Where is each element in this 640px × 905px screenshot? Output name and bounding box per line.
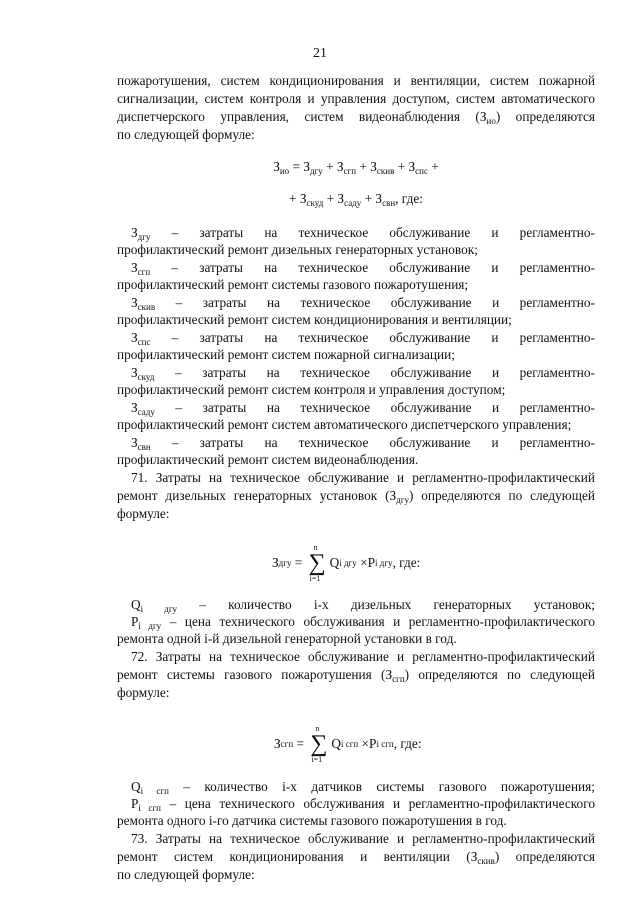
definition-dgu: $З_{дгу}$ – затраты на техническое обслуживание и регламентно- [131, 225, 595, 242]
definition-skiv: $З_{скив}$ – затраты на техническое обслуживание и регламентно- [131, 295, 595, 312]
p71-def-q: $Q_{i дгу}$ – количество i-х дизельных генераторных установок; [131, 597, 595, 614]
sum-sign: n ∑ i=1 [308, 543, 326, 583]
p71-def-p-cont: ремонта одной i-й дизельной генераторной установки в год. [117, 631, 457, 646]
p72-line-2: ремонт системы газового пожаротушения $(З_{сгп})$ определяются по следующей [117, 667, 596, 684]
p72-def-q: $Q_{i сгп}$ – количество i-х датчиков системы газового пожаротушения; [131, 779, 595, 796]
definition-sgp: $З_{сгп}$ – затраты на техническое обслуживание и регламентно- [131, 260, 595, 277]
definition-skiv-cont: профилактический ремонт систем кондиционирования и вентиляции; [117, 312, 512, 327]
p72-def-p: $P_{i сгп}$ – цена технического обслуживания и регламентно-профилактического [131, 796, 595, 813]
definition-svn: $З_{свн}$ – затраты на техническое обслуживание и регламентно- [131, 435, 595, 452]
definition-sps-cont: профилактический ремонт систем пожарной сигнализации; [117, 347, 455, 362]
page-number: 21 [313, 46, 327, 61]
definition-sadu-cont: профилактический ремонт систем автоматического диспетчерского управления; [117, 417, 572, 432]
p71-line-2: ремонт дизельных генераторных установок $(З_{дгу})$ определяются по следующей [117, 488, 596, 505]
formula-dgu: З дгу = n ∑ i=1 Q i дгу × P i дгу , где: [272, 543, 421, 583]
formula-total-line-1: $З_{ио} = З_{дгу} + З_{сгп} + З_{скив} + З_{спс}$ + [273, 159, 439, 176]
intro-line-1: пожаротушения, систем кондиционирования и вентиляции, систем пожарной [117, 73, 595, 88]
definition-svn-cont: профилактический ремонт систем видеонаблюдения. [117, 452, 419, 467]
p71-line-1: 71. Затраты на техническое обслуживание и регламентно-профилактический [131, 470, 595, 485]
definition-skud-cont: профилактический ремонт систем контроля и управления доступом; [117, 382, 506, 397]
intro-line-2: сигнализации, систем контроля и управления доступом, систем автоматического [117, 91, 595, 106]
p73-line-1: 73. Затраты на техническое обслуживание и регламентно-профилактический [131, 831, 595, 846]
p71-def-p: $P_{i дгу}$ – цена технического обслуживания и регламентно-профилактического [131, 614, 595, 631]
definition-sgp-cont: профилактический ремонт системы газового пожаротушения; [117, 277, 469, 292]
definition-skud: $З_{скуд}$ – затраты на техническое обслуживание и регламентно- [131, 365, 595, 382]
p73-line-3: по следующей формуле: [117, 867, 255, 882]
p73-line-2: ремонт систем кондиционирования и вентиляции $(З_{скив})$ определяются [117, 849, 595, 866]
definition-sps: $З_{спс}$ – затраты на техническое обслуживание и регламентно- [131, 330, 595, 347]
p72-line-3: формуле: [117, 685, 170, 700]
definition-sadu: $З_{саду}$ – затраты на техническое обслуживание и регламентно- [131, 400, 595, 417]
formula-sgp: З сгп = n ∑ i=1 Q i сгп × P i сгп , где: [274, 724, 422, 764]
p71-line-3: формуле: [117, 506, 170, 521]
formula-total-line-2: + $З_{скуд} + З_{саду} + З_{свн}$, где: [289, 191, 423, 208]
p72-line-1: 72. Затраты на техническое обслуживание и регламентно-профилактический [131, 649, 595, 664]
intro-line-3: диспетчерского управления, систем видеонаблюдения $(З_{ио})$ определяются [117, 109, 595, 126]
p72-def-p-cont: ремонта одного i-го датчика системы газового пожаротушения в год. [117, 813, 507, 828]
definition-dgu-cont: профилактический ремонт дизельных генераторных установок; [117, 242, 478, 257]
intro-line-4: по следующей формуле: [117, 127, 255, 142]
sum-sign: n ∑ i=1 [310, 724, 328, 764]
